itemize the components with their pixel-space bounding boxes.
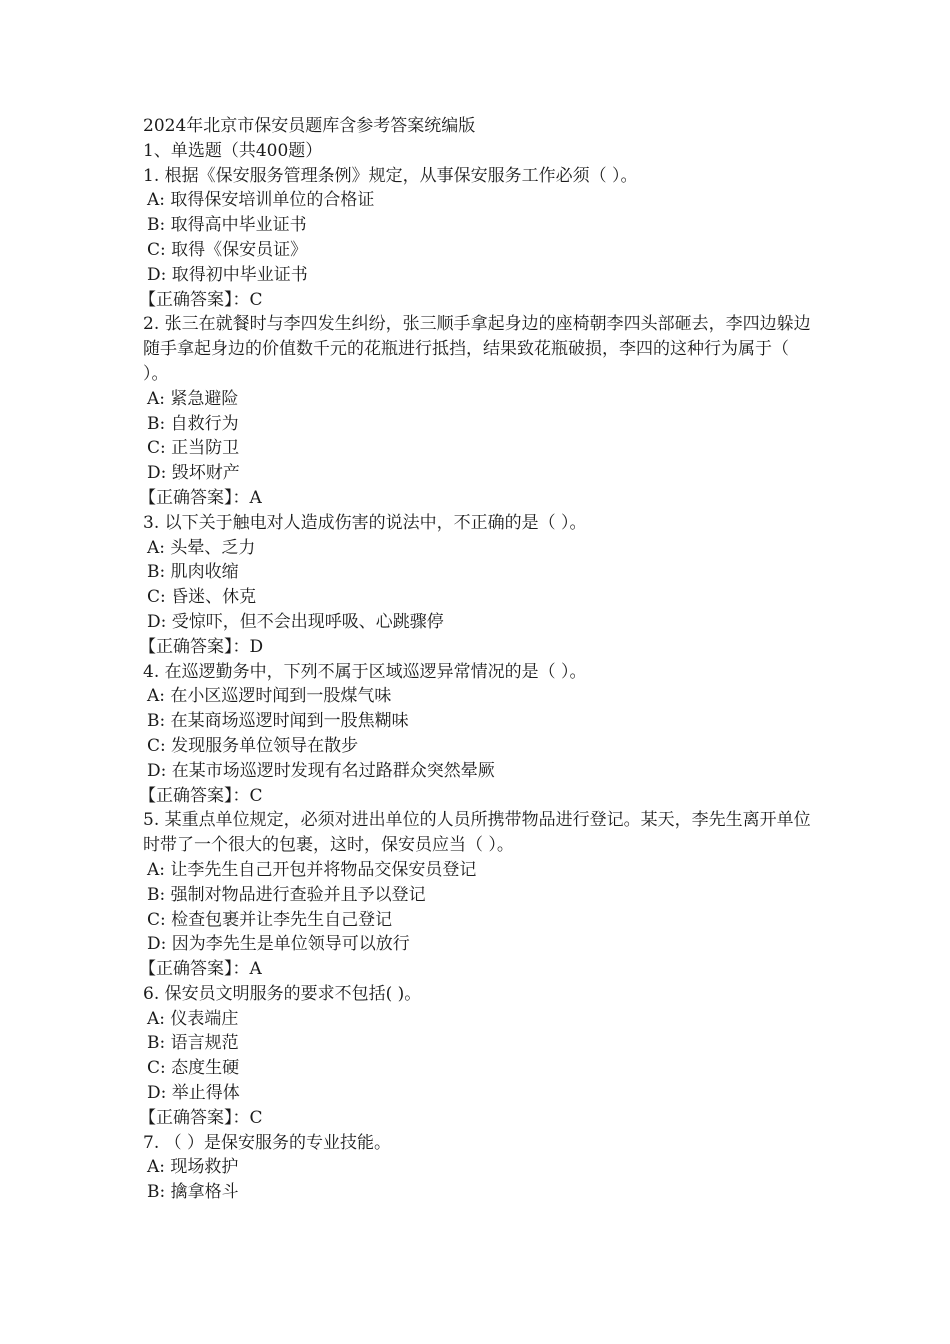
correct-answer-value: C <box>249 289 263 310</box>
answer-option: B: 在某商场巡逻时闻到一股焦糊味 <box>147 711 409 732</box>
answer-option: B: 强制对物品进行查验并且予以登记 <box>147 884 426 905</box>
correct-answer-value: C <box>249 785 263 806</box>
question-stem: 5. 某重点单位规定，必须对进出单位的人员所携带物品进行登记。某天，李先生离开单位时带了一个很大的包裹，这时，保安员应当（ ）。 <box>143 810 811 856</box>
question-block <box>139 808 813 982</box>
answer-option: D: 举止得体 <box>147 1083 240 1104</box>
answer-option: C: 取得《保安员证》 <box>147 239 308 260</box>
answer-option: B: 擒拿格斗 <box>147 1182 239 1203</box>
answer-option: C: 态度生硬 <box>147 1058 240 1079</box>
section-heading: 1、单选题（共400题） <box>143 140 323 161</box>
correct-answer-value: A <box>249 487 262 508</box>
answer-option: C: 昏迷、休克 <box>147 587 257 608</box>
answer-option: A: 仪表端庄 <box>147 1008 239 1029</box>
question-block <box>139 982 813 1131</box>
correct-answer-value: A <box>249 959 262 980</box>
question-block <box>139 511 813 660</box>
question-stem: 3. 以下关于触电对人造成伤害的说法中，不正确的是（ ）。 <box>143 512 587 533</box>
correct-answer-value: C <box>249 1107 263 1128</box>
correct-answer <box>139 957 813 982</box>
question-stem: 6. 保安员文明服务的要求不包括( )。 <box>143 983 422 1004</box>
document-content <box>139 114 813 1205</box>
correct-answer-label: 【正确答案】： <box>139 487 250 508</box>
answer-option: A: 紧急避险 <box>147 388 239 409</box>
answer-option: A: 现场救护 <box>147 1157 239 1178</box>
document-title: 2024年北京市保安员题库含参考答案统编版 <box>143 116 476 136</box>
answer-option: D: 毁坏财产 <box>147 463 240 484</box>
answer-option: D: 取得初中毕业证书 <box>147 264 308 285</box>
question-block <box>139 660 813 809</box>
answer-option: D: 因为李先生是单位领导可以放行 <box>147 934 410 955</box>
answer-option: A: 头晕、乏力 <box>147 537 256 558</box>
question-stem: 4. 在巡逻勤务中，下列不属于区域巡逻异常情况的是（ ）。 <box>143 661 587 682</box>
correct-answer <box>139 784 813 809</box>
answer-option: B: 肌肉收缩 <box>147 562 239 583</box>
correct-answer-label: 【正确答案】： <box>139 1107 250 1128</box>
question-block <box>139 312 813 510</box>
question-stem: 2. 张三在就餐时与李四发生纠纷，张三顺手拿起身边的座椅朝李四头部砸去，李四边躲边随手拿起身边的价值数千元的花瓶进行抵挡，结果致花瓶破损，李四的这种行为属于（ ）。 <box>143 314 811 384</box>
question-block <box>139 164 813 313</box>
answer-option: C: 检查包裹并让李先生自己登记 <box>147 909 393 930</box>
correct-answer-label: 【正确答案】： <box>139 636 250 657</box>
correct-answer-label: 【正确答案】： <box>139 959 250 980</box>
answer-option: A: 在小区巡逻时闻到一股煤气味 <box>147 686 392 707</box>
correct-answer-label: 【正确答案】： <box>139 289 250 310</box>
answer-option: B: 语言规范 <box>147 1033 239 1054</box>
correct-answer-value: D <box>249 636 264 657</box>
question-list <box>139 164 813 1205</box>
question-stem: 7. （ ）是保安服务的专业技能。 <box>143 1132 392 1153</box>
correct-answer <box>139 486 813 511</box>
answer-option: C: 发现服务单位领导在散步 <box>147 735 359 756</box>
correct-answer <box>139 288 813 313</box>
answer-option: B: 自救行为 <box>147 413 239 434</box>
question-block <box>143 1131 813 1205</box>
answer-option: B: 取得高中毕业证书 <box>147 215 307 236</box>
answer-option: D: 在某市场巡逻时发现有名过路群众突然晕厥 <box>147 760 495 781</box>
answer-option: C: 正当防卫 <box>147 438 240 459</box>
question-stem: 1. 根据《保安服务管理条例》规定，从事保安服务工作必须（ ）。 <box>143 165 638 186</box>
answer-option: A: 取得保安培训单位的合格证 <box>147 190 375 211</box>
answer-option: A: 让李先生自己开包并将物品交保安员登记 <box>147 859 477 880</box>
correct-answer <box>139 1106 813 1131</box>
answer-option: D: 受惊吓，但不会出现呼吸、心跳骤停 <box>147 611 444 632</box>
correct-answer-label: 【正确答案】： <box>139 785 250 806</box>
correct-answer <box>139 635 813 660</box>
